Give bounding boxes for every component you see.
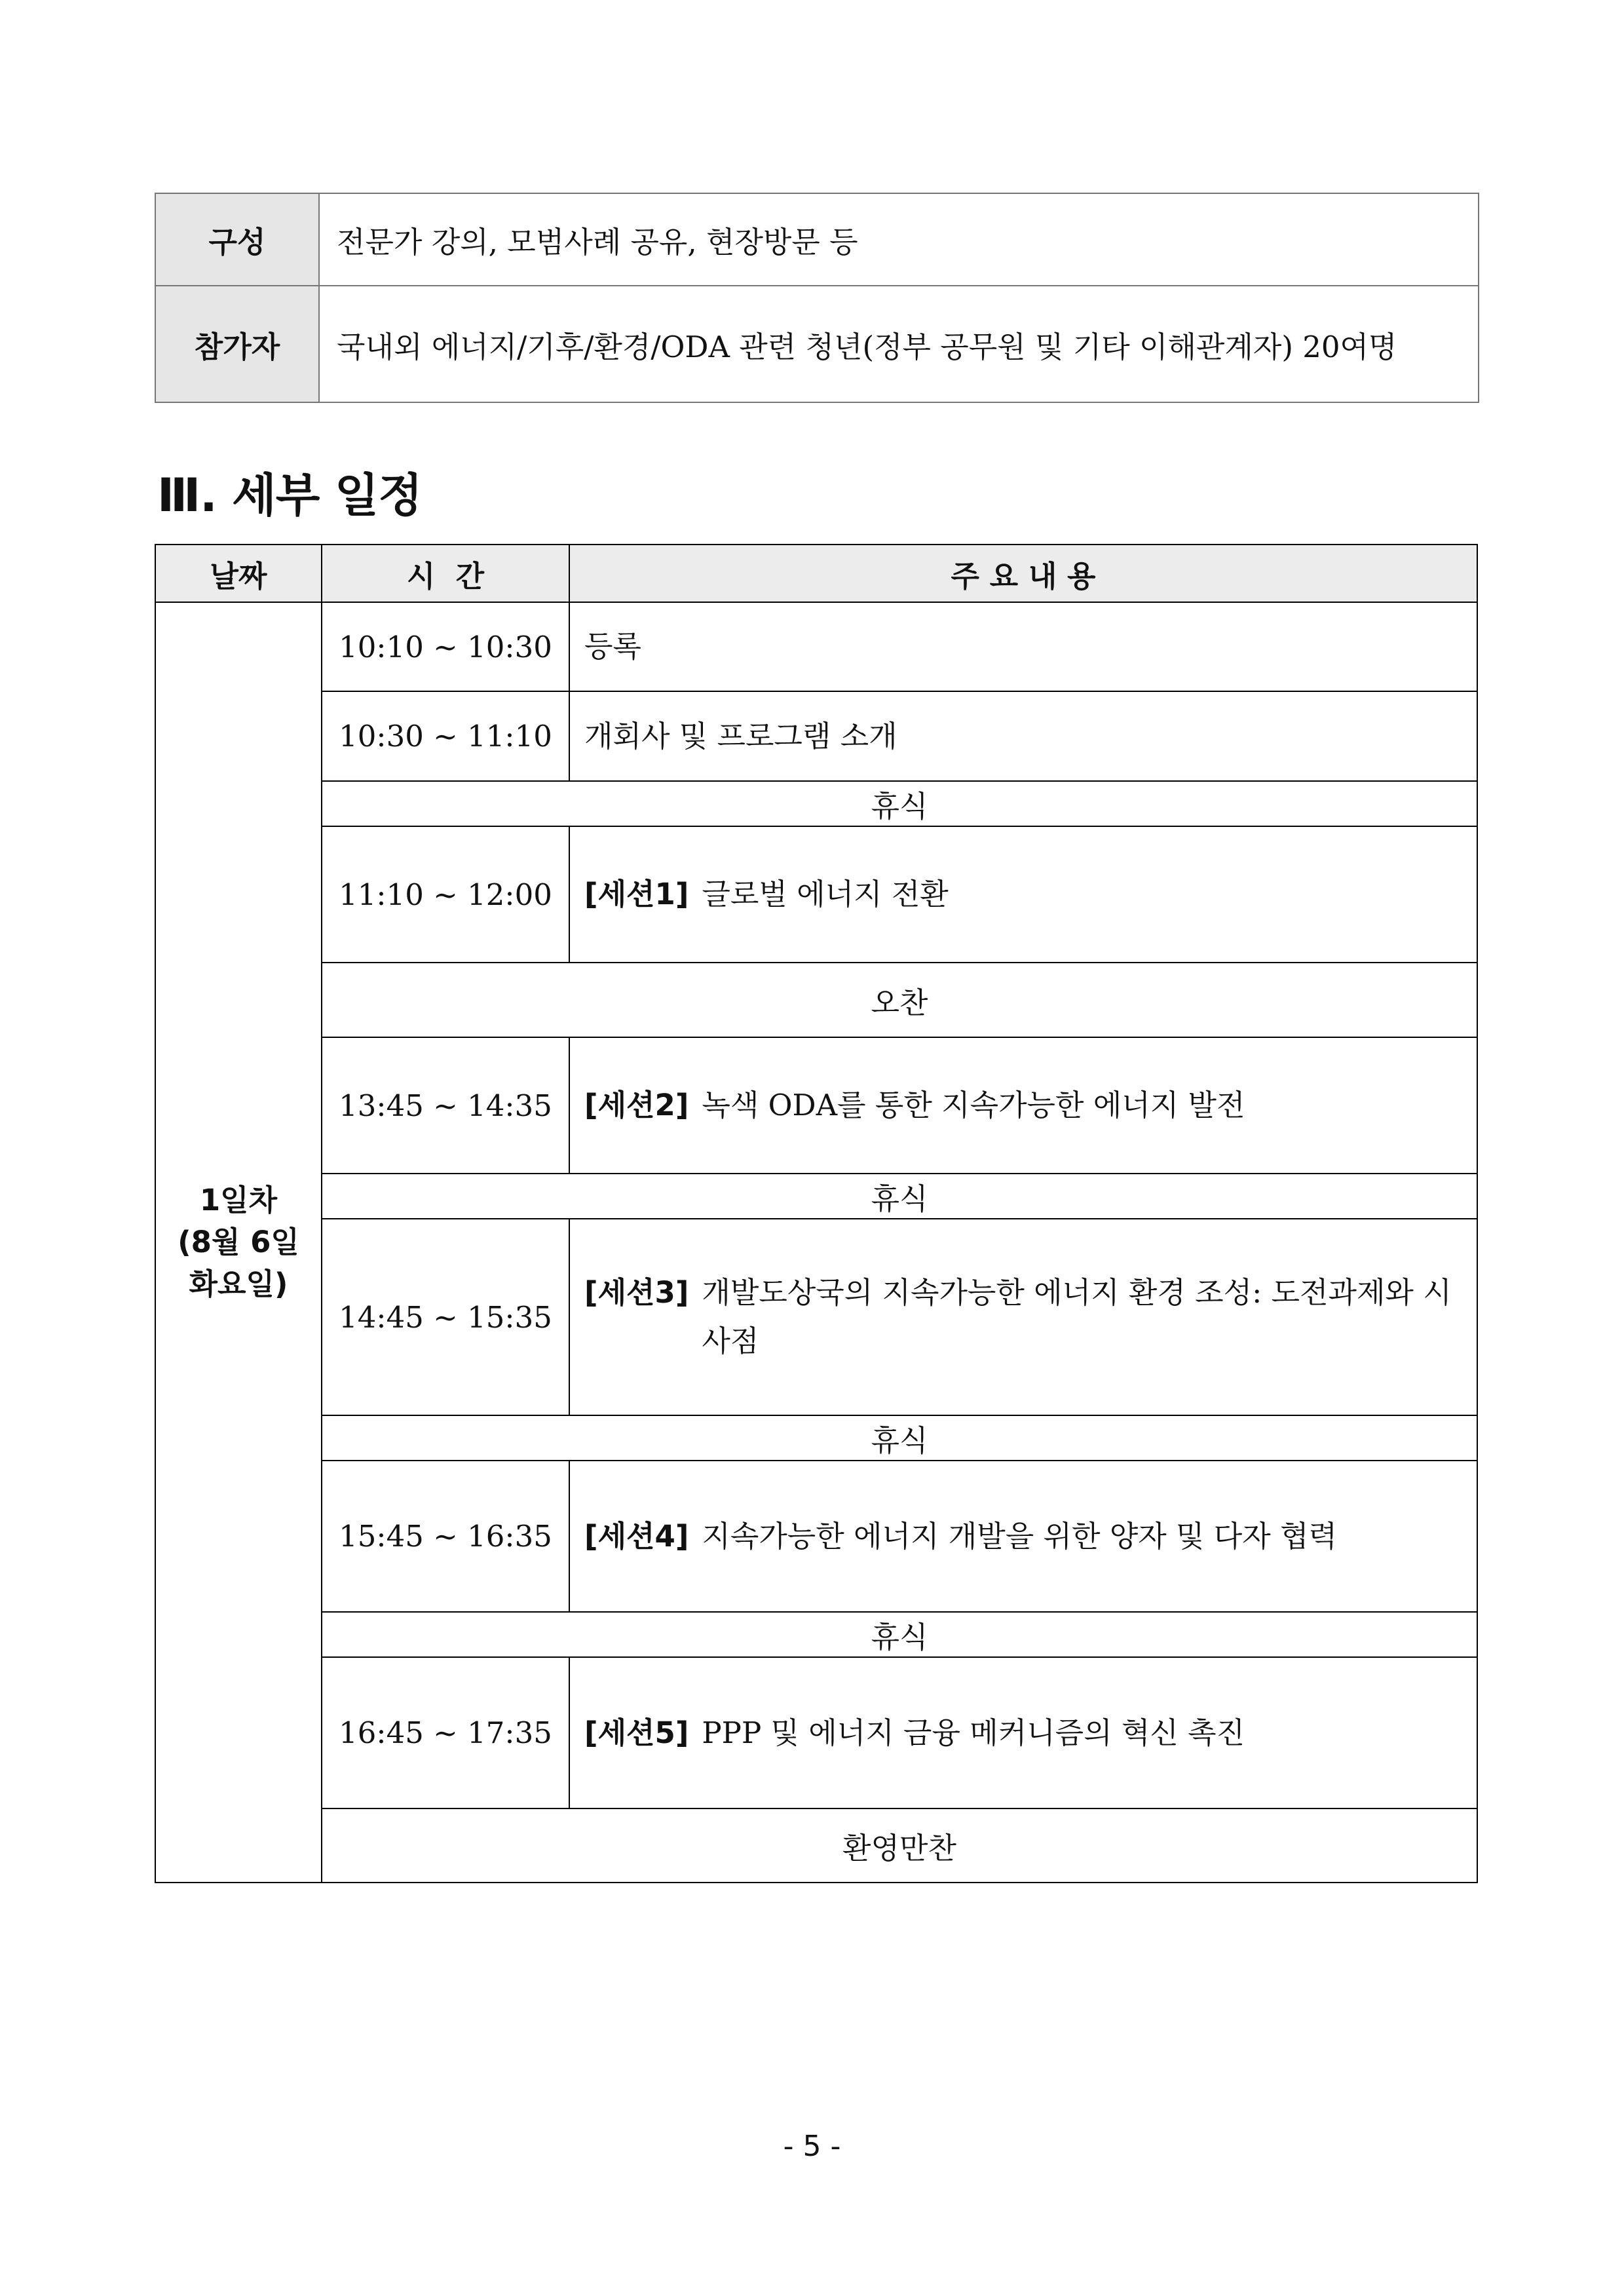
page-number: - 5 - [783, 2130, 841, 2163]
overview-row-composition [155, 193, 1479, 286]
time-cell: 13:45 ~ 14:35 [322, 1037, 569, 1174]
content-cell: 개회사 및 프로그램 소개 [569, 691, 1477, 781]
day-cell [155, 602, 322, 1883]
overview-value: 국내외 에너지/기후/환경/ODA 관련 청년(정부 공무원 및 기타 이해관계자) 20여명 [319, 286, 1479, 402]
lunch-row [155, 963, 1477, 1037]
session-tag: [세션2] [584, 1088, 689, 1122]
overview-label: 구성 [155, 193, 319, 286]
table-row [155, 602, 1477, 691]
session-title: 개발도상국의 지속가능한 에너지 환경 조성: 도전과제와 시사점 [702, 1275, 1452, 1358]
session-row [155, 1461, 1477, 1612]
time-cell: 10:30 ~ 11:10 [322, 691, 569, 781]
reception-cell: 환영만찬 [322, 1808, 1477, 1883]
content-cell [569, 1037, 1477, 1174]
content-cell: 등록 [569, 602, 1477, 691]
header-date: 날짜 [155, 545, 322, 602]
schedule-header-row [155, 545, 1477, 602]
break-cell: 휴식 [322, 1415, 1477, 1461]
reception-row [155, 1808, 1477, 1883]
time-cell: 14:45 ~ 15:35 [322, 1219, 569, 1415]
day-label: 1일차 [199, 1183, 278, 1217]
overview-value: 전문가 강의, 모범사례 공유, 현장방문 등 [319, 193, 1479, 286]
overview-label: 참가자 [155, 286, 319, 402]
section-title: Ⅲ. 세부 일정 [157, 469, 422, 522]
header-time: 시 간 [322, 545, 569, 602]
header-content: 주 요 내 용 [569, 545, 1477, 602]
lunch-cell: 오찬 [322, 963, 1477, 1037]
content-cell [569, 1461, 1477, 1612]
time-cell: 10:10 ~ 10:30 [322, 602, 569, 691]
day-date: (8월 6일 [178, 1225, 299, 1259]
session-tag: [세션5] [584, 1715, 689, 1750]
session-title: 녹색 ODA를 통한 지속가능한 에너지 발전 [702, 1088, 1245, 1122]
overview-table [155, 193, 1479, 403]
table-row [155, 691, 1477, 781]
content-cell [569, 1657, 1477, 1808]
session-title: 지속가능한 에너지 개발을 위한 양자 및 다자 협력 [702, 1518, 1337, 1554]
session-title: PPP 및 에너지 금융 메커니즘의 혁신 촉진 [702, 1715, 1245, 1750]
session-tag: [세션3] [584, 1275, 689, 1310]
break-row [155, 1415, 1477, 1461]
break-cell: 휴식 [322, 1612, 1477, 1657]
break-cell: 휴식 [322, 1174, 1477, 1219]
time-cell: 15:45 ~ 16:35 [322, 1461, 569, 1612]
session-row [155, 1657, 1477, 1808]
break-row [155, 1612, 1477, 1657]
session-row [155, 1037, 1477, 1174]
break-cell: 휴식 [322, 781, 1477, 826]
day-weekday: 화요일) [189, 1267, 288, 1301]
session-tag: [세션4] [584, 1518, 689, 1554]
schedule-table [155, 544, 1478, 1883]
break-row [155, 781, 1477, 826]
session-row [155, 1219, 1477, 1415]
content-cell [569, 826, 1477, 963]
session-row [155, 826, 1477, 963]
overview-row-participants [155, 286, 1479, 402]
time-cell: 16:45 ~ 17:35 [322, 1657, 569, 1808]
session-title: 글로벌 에너지 전환 [702, 877, 949, 911]
session-tag: [세션1] [584, 877, 689, 911]
content-cell [569, 1219, 1477, 1415]
time-cell: 11:10 ~ 12:00 [322, 826, 569, 963]
break-row [155, 1174, 1477, 1219]
